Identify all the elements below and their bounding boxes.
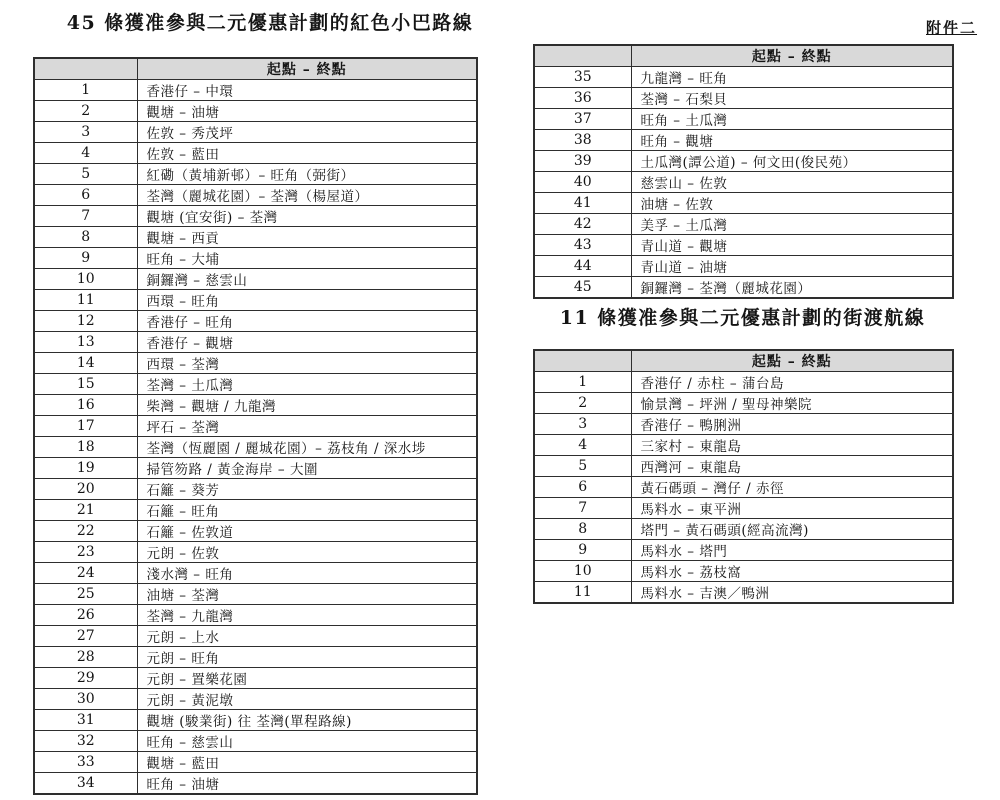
route-number: 9 bbox=[34, 248, 137, 269]
table-row bbox=[34, 374, 477, 395]
header-origin-destination: 起點 – 終點 bbox=[631, 350, 953, 372]
minibus-section-title: 45 條獲准參與二元優惠計劃的紅色小巴路線 bbox=[66, 12, 474, 34]
route-number: 10 bbox=[534, 561, 631, 582]
header-origin-destination: 起點 – 終點 bbox=[631, 45, 953, 67]
attachment-label: 附件二 bbox=[926, 19, 978, 37]
table-row bbox=[34, 164, 477, 185]
header-blank-cell bbox=[534, 45, 631, 67]
route-endpoints: 元朗 – 佐敦 bbox=[137, 542, 477, 563]
route-number: 19 bbox=[34, 458, 137, 479]
table-row bbox=[34, 206, 477, 227]
table-row bbox=[34, 353, 477, 374]
route-endpoints: 香港仔 – 鴨脷洲 bbox=[631, 414, 953, 435]
route-number: 27 bbox=[34, 626, 137, 647]
route-endpoints: 元朗 – 置樂花園 bbox=[137, 668, 477, 689]
header-row bbox=[534, 45, 953, 67]
route-number: 37 bbox=[534, 109, 631, 130]
table-row bbox=[34, 542, 477, 563]
table-row bbox=[534, 109, 953, 130]
route-number: 5 bbox=[534, 456, 631, 477]
route-number: 20 bbox=[34, 479, 137, 500]
route-endpoints: 香港仔 – 觀塘 bbox=[137, 332, 477, 353]
route-endpoints: 石籬 – 佐敦道 bbox=[137, 521, 477, 542]
route-number: 24 bbox=[34, 563, 137, 584]
table-row bbox=[34, 521, 477, 542]
route-number: 23 bbox=[34, 542, 137, 563]
route-number: 38 bbox=[534, 130, 631, 151]
table-row bbox=[534, 498, 953, 519]
route-endpoints: 香港仔 – 中環 bbox=[137, 80, 477, 101]
route-number: 15 bbox=[34, 374, 137, 395]
route-number: 43 bbox=[534, 235, 631, 256]
route-number: 44 bbox=[534, 256, 631, 277]
route-endpoints: 掃管笏路 / 黃金海岸 – 大圍 bbox=[137, 458, 477, 479]
route-number: 10 bbox=[34, 269, 137, 290]
route-endpoints: 香港仔 / 赤柱 – 蒲台島 bbox=[631, 372, 953, 393]
table-row bbox=[534, 540, 953, 561]
table-row bbox=[534, 414, 953, 435]
table-row bbox=[34, 101, 477, 122]
table-row bbox=[534, 88, 953, 109]
route-endpoints: 淺水灣 – 旺角 bbox=[137, 563, 477, 584]
table-row bbox=[534, 67, 953, 88]
route-endpoints: 西環 – 旺角 bbox=[137, 290, 477, 311]
route-number: 1 bbox=[534, 372, 631, 393]
table-header bbox=[34, 58, 477, 80]
route-number: 6 bbox=[34, 185, 137, 206]
route-number: 3 bbox=[34, 122, 137, 143]
route-number: 30 bbox=[34, 689, 137, 710]
route-endpoints: 油塘 – 荃灣 bbox=[137, 584, 477, 605]
table-row bbox=[34, 668, 477, 689]
route-endpoints: 坪石 – 荃灣 bbox=[137, 416, 477, 437]
route-endpoints: 銅鑼灣 – 荃灣（麗城花園） bbox=[631, 277, 953, 299]
table-row bbox=[34, 689, 477, 710]
route-endpoints: 荃灣 – 土瓜灣 bbox=[137, 374, 477, 395]
route-endpoints: 旺角 – 觀塘 bbox=[631, 130, 953, 151]
route-endpoints: 元朗 – 黃泥墩 bbox=[137, 689, 477, 710]
table-row bbox=[534, 172, 953, 193]
route-endpoints: 佐敦 – 秀茂坪 bbox=[137, 122, 477, 143]
table-row bbox=[34, 227, 477, 248]
route-endpoints: 柴灣 – 觀塘 / 九龍灣 bbox=[137, 395, 477, 416]
table-row bbox=[34, 122, 477, 143]
route-number: 22 bbox=[34, 521, 137, 542]
table-row bbox=[534, 561, 953, 582]
route-endpoints: 土瓜灣(譚公道) – 何文田(俊民苑） bbox=[631, 151, 953, 172]
route-number: 2 bbox=[534, 393, 631, 414]
table-row bbox=[534, 435, 953, 456]
route-number: 11 bbox=[34, 290, 137, 311]
route-number: 25 bbox=[34, 584, 137, 605]
route-endpoints: 旺角 – 土瓜灣 bbox=[631, 109, 953, 130]
minibus-routes-table-left bbox=[33, 57, 478, 795]
route-endpoints: 荃灣（麗城花園）– 荃灣（楊屋道） bbox=[137, 185, 477, 206]
table-row bbox=[534, 393, 953, 414]
route-number: 35 bbox=[534, 67, 631, 88]
route-endpoints: 觀塘 (宜安街) – 荃灣 bbox=[137, 206, 477, 227]
route-number: 39 bbox=[534, 151, 631, 172]
route-endpoints: 西灣河 – 東龍島 bbox=[631, 456, 953, 477]
route-number: 14 bbox=[34, 353, 137, 374]
route-endpoints: 觀塘 – 藍田 bbox=[137, 752, 477, 773]
table-row bbox=[534, 519, 953, 540]
route-number: 6 bbox=[534, 477, 631, 498]
route-endpoints: 青山道 – 觀塘 bbox=[631, 235, 953, 256]
route-number: 1 bbox=[34, 80, 137, 101]
header-row bbox=[34, 58, 477, 80]
route-number: 5 bbox=[34, 164, 137, 185]
route-endpoints: 馬料水 – 吉澳／鴨洲 bbox=[631, 582, 953, 604]
table-row bbox=[534, 151, 953, 172]
header-blank-cell bbox=[534, 350, 631, 372]
route-number: 45 bbox=[534, 277, 631, 299]
table-row bbox=[534, 256, 953, 277]
route-number: 18 bbox=[34, 437, 137, 458]
table-header bbox=[534, 350, 953, 372]
route-endpoints: 旺角 – 大埔 bbox=[137, 248, 477, 269]
route-number: 13 bbox=[34, 332, 137, 353]
route-endpoints: 馬料水 – 塔門 bbox=[631, 540, 953, 561]
table-row bbox=[34, 731, 477, 752]
table-row bbox=[534, 277, 953, 299]
route-number: 21 bbox=[34, 500, 137, 521]
route-number: 41 bbox=[534, 193, 631, 214]
route-number: 28 bbox=[34, 647, 137, 668]
route-endpoints: 青山道 – 油塘 bbox=[631, 256, 953, 277]
route-endpoints: 觀塘 – 西貢 bbox=[137, 227, 477, 248]
table-row bbox=[34, 605, 477, 626]
route-endpoints: 愉景灣 – 坪洲 / 聖母神樂院 bbox=[631, 393, 953, 414]
route-endpoints: 觀塘 (駿業街) 往 荃灣(單程路線) bbox=[137, 710, 477, 731]
route-endpoints: 元朗 – 上水 bbox=[137, 626, 477, 647]
route-endpoints: 三家村 – 東龍島 bbox=[631, 435, 953, 456]
route-endpoints: 觀塘 – 油塘 bbox=[137, 101, 477, 122]
route-number: 17 bbox=[34, 416, 137, 437]
route-endpoints: 石籬 – 葵芳 bbox=[137, 479, 477, 500]
route-number: 31 bbox=[34, 710, 137, 731]
route-endpoints: 美孚 – 土瓜灣 bbox=[631, 214, 953, 235]
route-number: 4 bbox=[534, 435, 631, 456]
table-row bbox=[534, 130, 953, 151]
route-number: 8 bbox=[34, 227, 137, 248]
table-row bbox=[534, 582, 953, 604]
route-number: 4 bbox=[34, 143, 137, 164]
table-row bbox=[34, 773, 477, 795]
route-endpoints: 香港仔 – 旺角 bbox=[137, 311, 477, 332]
route-endpoints: 紅磡（黃埔新邨）– 旺角（弼街） bbox=[137, 164, 477, 185]
route-number: 42 bbox=[534, 214, 631, 235]
header-row bbox=[534, 350, 953, 372]
table-row bbox=[34, 647, 477, 668]
table-row bbox=[534, 477, 953, 498]
table-row bbox=[534, 372, 953, 393]
route-number: 26 bbox=[34, 605, 137, 626]
table-row bbox=[34, 563, 477, 584]
route-number: 9 bbox=[534, 540, 631, 561]
route-endpoints: 九龍灣 – 旺角 bbox=[631, 67, 953, 88]
route-number: 34 bbox=[34, 773, 137, 795]
table-row bbox=[534, 456, 953, 477]
route-number: 16 bbox=[34, 395, 137, 416]
table-row bbox=[34, 185, 477, 206]
ferry-routes-table bbox=[533, 349, 954, 604]
route-number: 7 bbox=[34, 206, 137, 227]
route-endpoints: 馬料水 – 荔枝窩 bbox=[631, 561, 953, 582]
table-row bbox=[34, 311, 477, 332]
route-endpoints: 荃灣 – 九龍灣 bbox=[137, 605, 477, 626]
table-row bbox=[34, 584, 477, 605]
minibus-routes-table-right bbox=[533, 44, 954, 299]
header-origin-destination: 起點 – 終點 bbox=[137, 58, 477, 80]
table-row bbox=[34, 269, 477, 290]
table-row bbox=[34, 290, 477, 311]
table-row bbox=[34, 458, 477, 479]
route-endpoints: 荃灣（恆麗園 / 麗城花園）– 荔枝角 / 深水埗 bbox=[137, 437, 477, 458]
route-number: 36 bbox=[534, 88, 631, 109]
route-endpoints: 黃石碼頭 – 灣仔 / 赤徑 bbox=[631, 477, 953, 498]
route-endpoints: 荃灣 – 石梨貝 bbox=[631, 88, 953, 109]
route-number: 33 bbox=[34, 752, 137, 773]
table-row bbox=[534, 235, 953, 256]
route-endpoints: 馬料水 – 東平洲 bbox=[631, 498, 953, 519]
route-number: 32 bbox=[34, 731, 137, 752]
header-blank-cell bbox=[34, 58, 137, 80]
table-header bbox=[534, 45, 953, 67]
route-endpoints: 慈雲山 – 佐敦 bbox=[631, 172, 953, 193]
table-row bbox=[34, 626, 477, 647]
table-row bbox=[534, 193, 953, 214]
table-row bbox=[34, 479, 477, 500]
route-endpoints: 西環 – 荃灣 bbox=[137, 353, 477, 374]
route-endpoints: 石籬 – 旺角 bbox=[137, 500, 477, 521]
route-number: 11 bbox=[534, 582, 631, 604]
table-row bbox=[34, 80, 477, 101]
table-row bbox=[34, 416, 477, 437]
route-endpoints: 佐敦 – 藍田 bbox=[137, 143, 477, 164]
table-row bbox=[34, 395, 477, 416]
route-number: 2 bbox=[34, 101, 137, 122]
route-number: 12 bbox=[34, 311, 137, 332]
table-row bbox=[34, 143, 477, 164]
route-number: 8 bbox=[534, 519, 631, 540]
table-row bbox=[34, 752, 477, 773]
route-endpoints: 元朗 – 旺角 bbox=[137, 647, 477, 668]
route-endpoints: 旺角 – 油塘 bbox=[137, 773, 477, 795]
table-row bbox=[34, 437, 477, 458]
route-number: 29 bbox=[34, 668, 137, 689]
table-row bbox=[34, 248, 477, 269]
route-endpoints: 旺角 – 慈雲山 bbox=[137, 731, 477, 752]
table-row bbox=[534, 214, 953, 235]
route-number: 40 bbox=[534, 172, 631, 193]
table-row bbox=[34, 500, 477, 521]
route-endpoints: 銅鑼灣 – 慈雲山 bbox=[137, 269, 477, 290]
route-endpoints: 塔門 – 黃石碼頭(經高流灣) bbox=[631, 519, 953, 540]
route-endpoints: 油塘 – 佐敦 bbox=[631, 193, 953, 214]
route-number: 7 bbox=[534, 498, 631, 519]
ferry-section-title: 11 條獲准參與二元優惠計劃的街渡航線 bbox=[559, 307, 926, 329]
table-row bbox=[34, 710, 477, 731]
route-number: 3 bbox=[534, 414, 631, 435]
table-row bbox=[34, 332, 477, 353]
